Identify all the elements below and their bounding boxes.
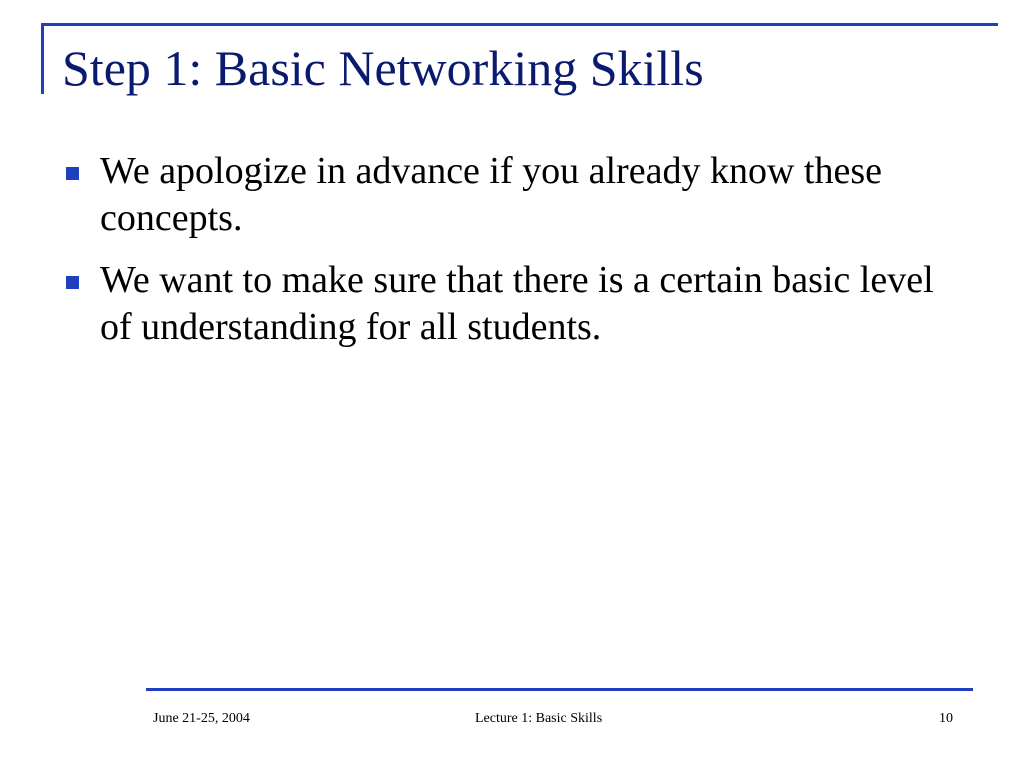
square-bullet-icon [66, 167, 79, 180]
slide-title: Step 1: Basic Networking Skills [62, 40, 704, 96]
footer-date: June 21-25, 2004 [153, 711, 250, 726]
page-number: 10 [939, 711, 953, 726]
bullet-item-1 [62, 148, 972, 242]
bullet-text-2: We want to make sure that there is a certain basic level of understanding for all students. [100, 259, 934, 348]
square-bullet-icon [66, 276, 79, 289]
bullet-item-2 [62, 257, 972, 351]
bullet-text-1: We apologize in advance if you already know these concepts. [100, 150, 882, 239]
title-frame-top-rule [41, 23, 998, 26]
title-frame-left-rule [41, 23, 44, 94]
footer-lecture-title: Lecture 1: Basic Skills [475, 711, 603, 726]
bullet-list [62, 148, 972, 366]
footer-rule [146, 688, 973, 691]
